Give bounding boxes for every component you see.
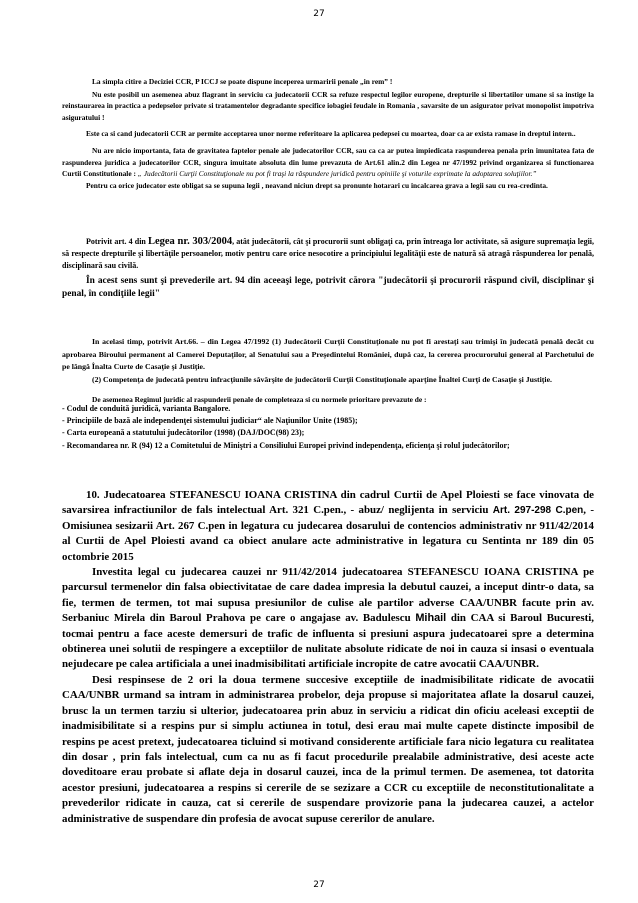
paragraph-abuz-flagrant: Nu este posibil un asemenea abuz flagrant in serviciu ca judecatorii CCR sa refuze respectul legilor europene, drepturile si libertatilor umane si sa instige la reinstaurarea in practica a pedepselor private si tratamentelor degradante specifice iobagiei feudale in Romania , savarsite de un asigurator privat monopolist impotriva asiguratului ! — [62, 89, 594, 122]
paragraph-regim-juridic: De asemenea Regimul juridic al raspunderii penale de completeaza si cu normele prioritare prevazute de : — [92, 395, 427, 404]
investita-text: Investita legal cu judecarea cauzei nr 911/42/2014 judecatoarea STEFANESCU IOANA CRISTINA pe parcursul termenelor din falsa obiectivitatae de care dadea impresia la debutul cauzei, a inceput dintr-o data, sa fie, termen de termen, tot mai supusa presiunilor de culise ale partilor adverse CAA/UNBR facute prin av. Serbaniuc Mirela din Baroul Prahova pe care o angajase av. Badulescu — [62, 566, 594, 625]
acuzatie-articol: Art. 297-298 C.pen — [492, 505, 584, 517]
lege-303-link[interactable]: Legea nr. 303/2004 — [147, 236, 233, 247]
acuzatie-continuare: , - Omisiunea sesizarii Art. 267 C.pen in legatura cu judecarea dosarului de contencios administrativ nr 911/42/2014 al Curtii de Apel Ploiesti avand ca obiect anulare acte administrative in legatura cu Sentinta nr 189 din 05 octombrie 2015 — [62, 504, 594, 563]
imunitate-quote: „ Judecătorii Curţii Constituţionale nu pot fi traşi la răspundere juridică pentru opiniile şi voturile exprimate la adoptarea soluţiilor.” — [137, 169, 537, 179]
paragraph-citire-decizie: La simpla citire a Deciziei CCR, P ICCJ se poate dispune inceperea urmaririi penale „in rem” ! — [92, 77, 393, 86]
acuzatie-text: 10. Judecatoarea STEFANESCU IOANA CRISTINA din cadrul Curtii de Apel Ploiesti se face vinovata de savarsirea infractiunilor de fals intelectual Art. 321 C.pen., - abuz/ neglijenta in serviciu — [62, 489, 594, 517]
legal-text-block-1 — [62, 76, 594, 191]
paragraph-pedeapsa-moartea: Este ca si cand judecatorii CCR ar permite acceptarea unor norme referitoare la aplicarea pedepsei cu moartea, doar ca ar exista ramase in dreptul intern.. — [86, 129, 576, 139]
paragraph-exceptii-inadmisibilitate: Desi respinsese de 2 ori la doua termene succesive exceptiile de inadmisibilitate ridicate de avocatii CAA/UNBR urmand sa intram in administrarea probelor, deja propuse si majoritatea aflate la dosarul cauzei, brusc la un termen tarziu si ulterior, judecatoarea prin abuz in serviciu a ridicat din oficiu aceleasi exceptii de inadmisibilitate si a respins pur si simplu actiunea in totul, desi erau mai multe capete distincte imposibil de respins pe acest pretext, judecatoarea ticluind si motivand considerente artificiale fara nicio legatura cu realitatea din dosar , prin fals intelectual, cum ca nu as fi facut procedurile prealabile administrative, desi aceste acte doveditoare erau probate si aflate deja in dosarul cauzei, inca de la primul termen. De asemenea, tot datorita acestor presiuni, judecatoarea a respins si cererile de se sezizare a CCR cu exceptiile de neconstitutionalitate a prevederilor ridicate in cauza, cat si cererile de suspendare provizorie pana la judecarea cauzei, a actelor administrative de suspendare din profesia de avocat supuse cererilor de anulare. — [62, 673, 594, 825]
imunitate-text: Nu are nicio importanta, fata de gravitatea faptelor penale ale judecatorilor CCR, sau ca ca ar putea impiedicata raspunderea penala prin imunitatea fata de raspunderea juridica a judecatorilor CCR, singura imuitate absoluta din lume prevazuta de Art.61 alin.2 din Legea nr 47/1992 privind organizarea si functionarea Curtii Constitutionale : — [62, 145, 594, 179]
list-item: - Codul de conduită juridică, varianta Bangalore. — [62, 404, 231, 413]
list-item: - Principiile de bază ale independenţei sistemului judiciar“ ale Naţiunilor Unite (1985); — [62, 416, 358, 426]
paragraph-lege-303 — [62, 236, 594, 273]
page-number-bottom: 27 — [313, 880, 325, 890]
lege-303-body: , atât judecătorii, cât şi procurorii sunt obligaţi ca, prin întreaga lor activitate, să asigure supremaţia legii, să respecte drepturile şi libertăţile persoanelor, motiv pentru care orice nesocotire a principiului legalităţii este de natură să atragă răspunderea lor penală, disciplinară sau civilă. — [62, 237, 595, 271]
investita-nume: Mihail — [415, 612, 447, 625]
paragraph-acuzatie — [62, 488, 594, 565]
normative-list — [62, 403, 594, 452]
section-10-block — [62, 488, 594, 827]
paragraph-competenta: (2) Competenţa de judecată pentru infracţiunile săvârşite de judecătorii Curţii Constituţionale aparţine Înaltei Curţi de Casaţie şi Justiţie. — [92, 374, 552, 384]
legal-text-block-2 — [62, 236, 594, 302]
paragraph-investita-legal — [62, 565, 594, 673]
lege-303-intro: Potrivit art. 4 din — [86, 237, 148, 246]
list-item: - Recomandarea nr. R (94) 12 a Comitetului de Miniştri a Consiliului Europei privind independenţa, eficienţa şi rolul judecătorilor; — [62, 440, 510, 450]
paragraph-art-94: În acest sens sunt şi prevederile art. 94 din aceeaşi lege, potrivit cărora "judecătorii şi procurorii răspund civil, disciplinar şi penal, în condiţiile legii" — [62, 275, 594, 300]
legal-text-block-3 — [62, 336, 594, 406]
paragraph-art-66: In acelasi timp, potrivit Art.66. – din Legea 47/1992 (1) Judecătorii Curţii Constituţionale nu pot fi arestaţi sau trimişi în judecată penală decât cu aprobarea Biroului permanent al Camerei Deputaţilor, al Senatului sau a Preşedintelui României, după caz, la cererea procurorului general al Parchetului de pe lângă Înalta Curte de Casaţie şi Justiţie. — [62, 337, 594, 371]
page-number-top: 27 — [313, 9, 325, 19]
paragraph-imunitate — [62, 145, 594, 180]
investita-continuare: din CAA si Baroul Bucuresti, tocmai pentru a face aceste demersuri de trafic de influenta si presiuni aspura judecatoarei spre a determina obtinerea unei solutii de respingere a exceptiilor de nulitate absolute ridicate de noi in cauza si insasi o eventuala nejudecare pe calea artificiala a unei inadmisibilitati artificiale incropite de catre avocatii CAA/UNBR. — [62, 612, 594, 671]
list-item: - Carta europeană a statutului judecătorilor (1998) (DAJ/DOC(98) 23); — [62, 428, 305, 438]
paragraph-obligatie-judecator: Pentru ca orice judecator este obligat sa se supuna legii , neavand niciun drept sa pronunte hotarari cu incalcarea grava a legii sau cu rea-credinta. — [86, 180, 548, 190]
